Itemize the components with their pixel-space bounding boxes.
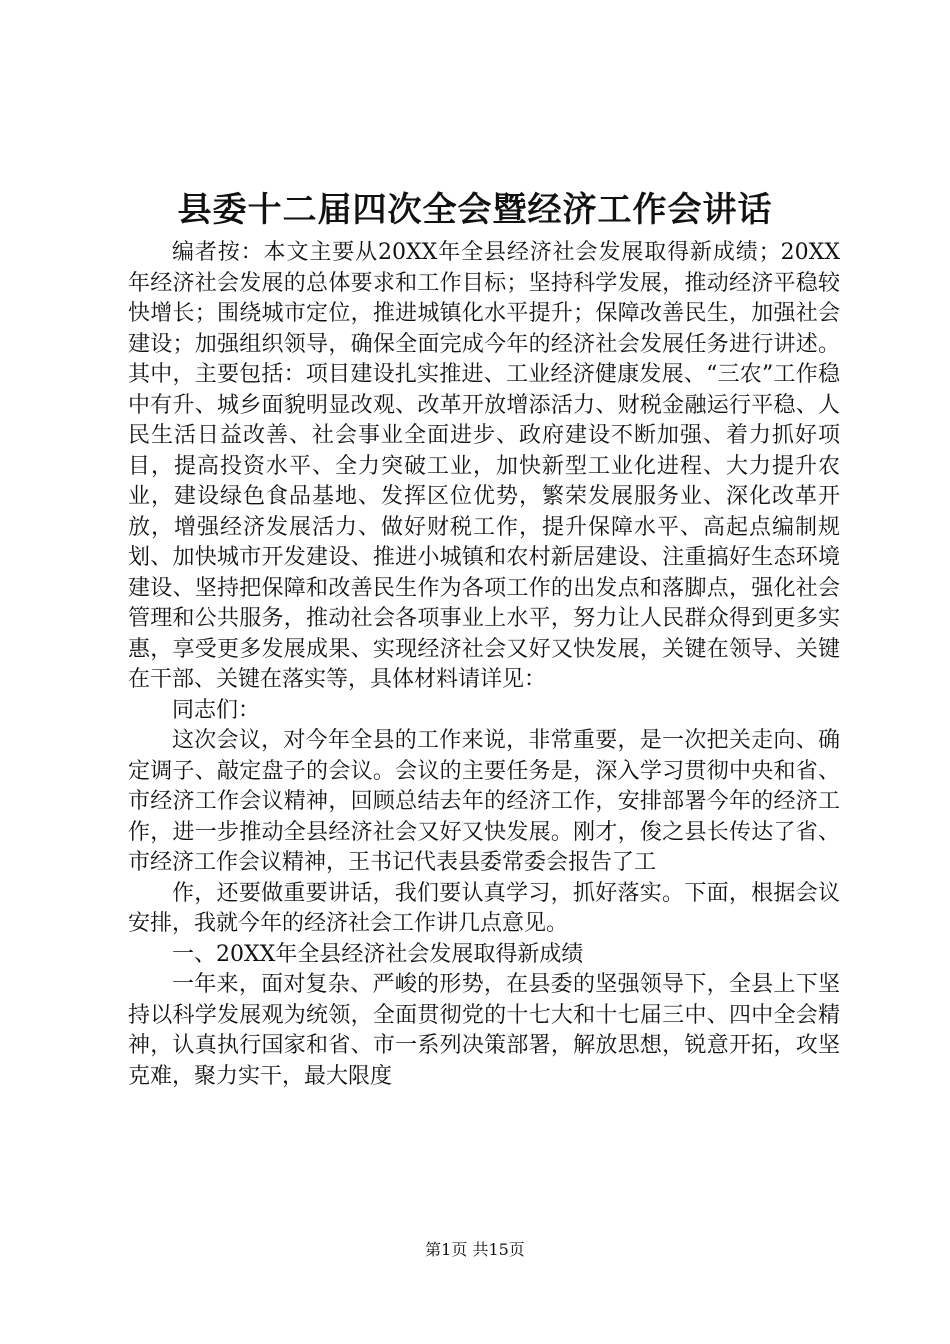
document-body	[128, 238, 840, 1092]
page-number-footer: 第1页 共15页	[425, 1240, 525, 1259]
document-title: 县委十二届四次全会暨经济工作会讲话	[177, 190, 773, 230]
body-paragraph: 一年来，面对复杂、严峻的形势，在县委的坚强领导下，全县上下坚持以科学发展观为统领，全面贯彻党的十七大和十七届三中、四中全会精神，认真执行国家和省、市一系列决策部署，解放思想，锐意开拓，攻坚克难，聚力实干，最大限度	[128, 972, 840, 1089]
section-heading: 一、20XX年全县经济社会发展取得新成绩	[172, 941, 584, 967]
salutation-paragraph: 同志们：	[172, 697, 261, 723]
body-paragraph: 这次会议，对今年全县的工作来说，非常重要，是一次把关走向、确定调子、敲定盘子的会议。会议的主要任务是，深入学习贯彻中央和省、市经济工作会议精神，回顾总结去年的经济工作，安排部署今年的经济工作，进一步推动全县经济社会又好又快发展。刚才，俊之县长传达了省、市经济工作会议精神，王书记代表县委常委会报告了工	[128, 728, 840, 875]
editor-note-paragraph: 编者按：本文主要从20XX年全县经济社会发展取得新成绩；20XX年经济社会发展的总体要求和工作目标；坚持科学发展，推动经济平稳较快增长；围绕城市定位，推进城镇化水平提升；保障改善民生，加强社会建设；加强组织领导，确保全面完成今年的经济社会发展任务进行讲述。其中，主要包括：项目建设扎实推进、工业经济健康发展、“三农”工作稳中有升、城乡面貌明显改观、改革开放增添活力、财税金融运行平稳、人民生活日益改善、社会事业全面进步、政府建设不断加强、着力抓好项目，提高投资水平、全力突破工业，加快新型工业化进程、大力提升农业，建设绿色食品基地、发挥区位优势，繁荣发展服务业、深化改革开放，增强经济发展活力、做好财税工作，提升保障水平、高起点编制规划、加快城市开发建设、推进小城镇和农村新居建设、注重搞好生态环境建设、坚持把保障和改善民生作为各项工作的出发点和落脚点，强化社会管理和公共服务，推动社会各项事业上水平，努力让人民群众得到更多实惠，享受更多发展成果、实现经济社会又好又快发展，关键在领导、关键在干部、关键在落实等，具体材料请详见：	[128, 240, 840, 692]
body-paragraph: 作，还要做重要讲话，我们要认真学习，抓好落实。下面，根据会议安排，我就今年的经济社会工作讲几点意见。	[128, 880, 840, 936]
